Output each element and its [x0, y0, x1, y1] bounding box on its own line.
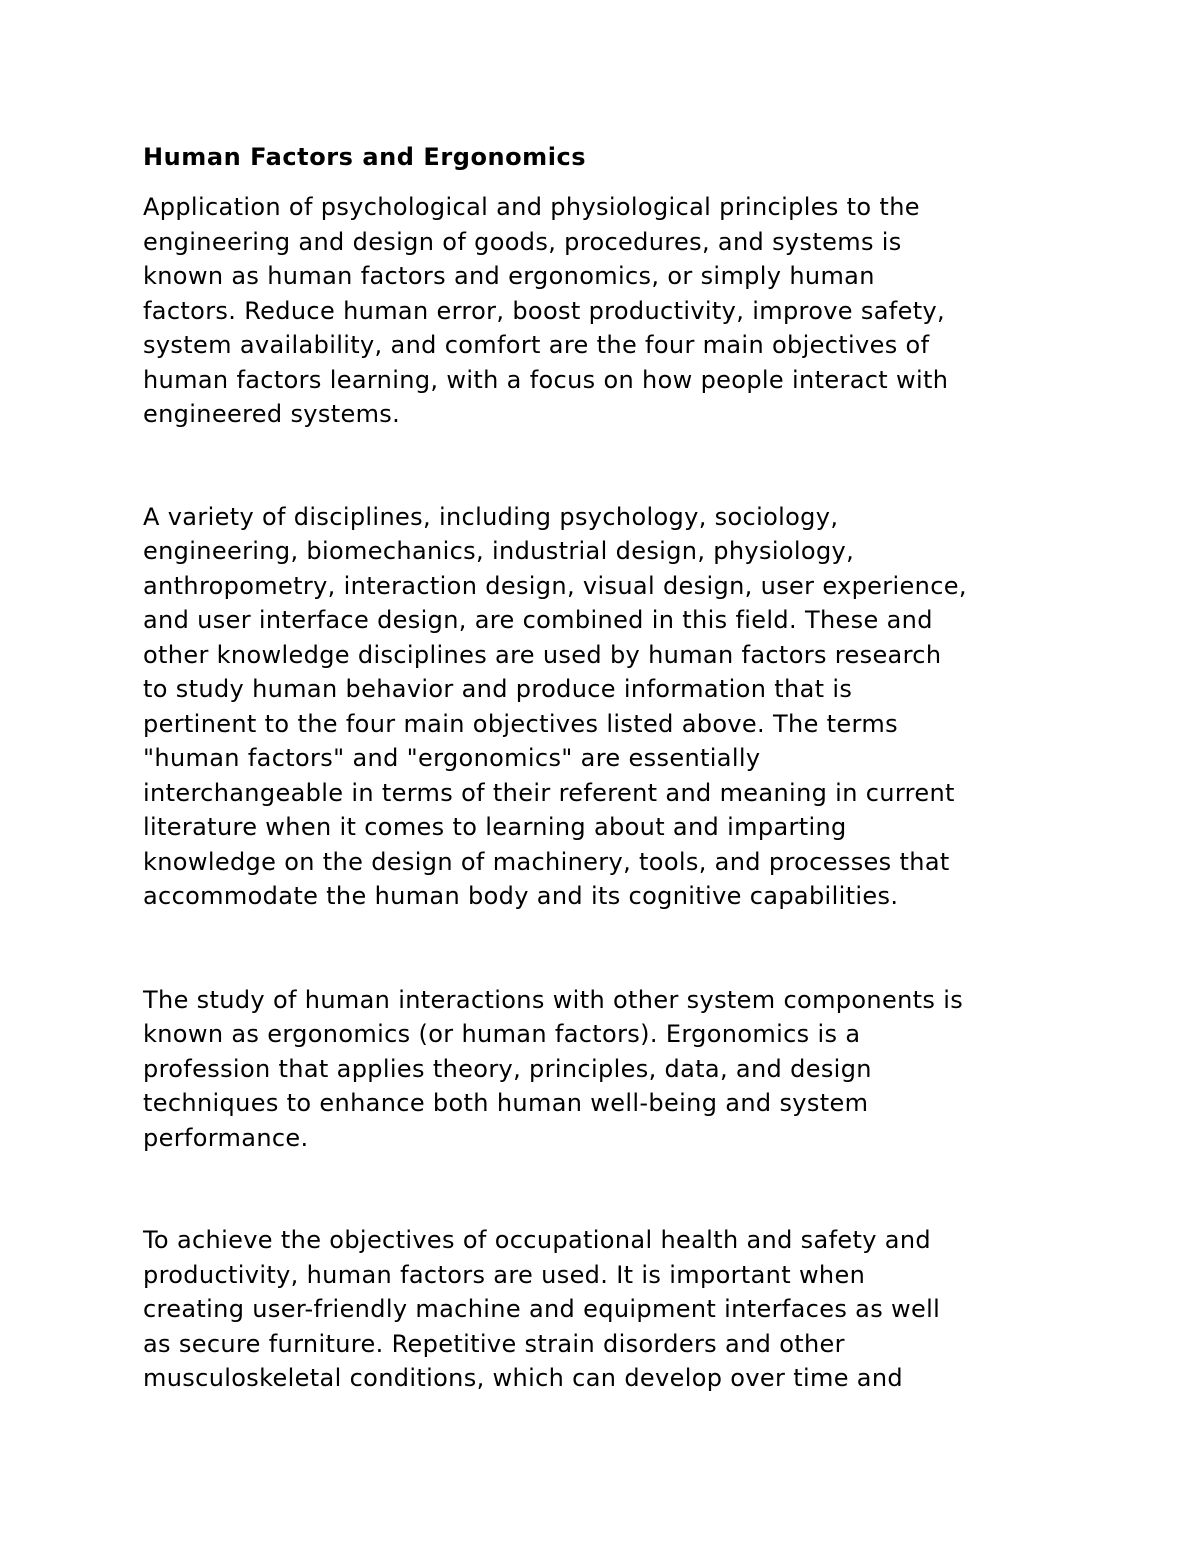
- paragraph-line: creating user-friendly machine and equipment interfaces as well: [143, 1295, 941, 1323]
- paragraph-line: to study human behavior and produce information that is: [143, 675, 853, 703]
- paragraph-line: system availability, and comfort are the four main objectives of: [143, 331, 930, 359]
- paragraph-line: A variety of disciplines, including psychology, sociology,: [143, 502, 839, 531]
- paragraph-line: and user interface design, are combined in this field. These and: [143, 606, 933, 634]
- paragraph-line: pertinent to the four main objectives listed above. The terms: [143, 709, 898, 738]
- paragraph-line: "human factors" and "ergonomics" are essentially: [143, 744, 761, 772]
- paragraph-line: factors. Reduce human error, boost productivity, improve safety,: [143, 296, 946, 325]
- paragraph-line: musculoskeletal conditions, which can develop over time and: [143, 1364, 904, 1392]
- paragraph-3: [143, 983, 1073, 1156]
- document-body: [143, 138, 1073, 1396]
- paragraph-line: known as human factors and ergonomics, or simply human: [143, 262, 875, 290]
- paragraph-line: interchangeable in terms of their referent and meaning in current: [143, 778, 955, 807]
- paragraph-line: Application of psychological and physiological principles to the: [143, 193, 920, 221]
- paragraph-line: other knowledge disciplines are used by human factors research: [143, 640, 942, 669]
- paragraph-line: literature when it comes to learning about and imparting: [143, 813, 847, 841]
- paragraph-line: accommodate the human body and its cognitive capabilities.: [143, 882, 899, 910]
- paragraph-2: [143, 500, 1073, 914]
- paragraph-line: engineering, biomechanics, industrial design, physiology,: [143, 537, 855, 565]
- paragraph-line: engineering and design of goods, procedures, and systems is: [143, 227, 902, 256]
- paragraph-line: as secure furniture. Repetitive strain disorders and other: [143, 1329, 845, 1358]
- paragraph-line: anthropometry, interaction design, visual design, user experience,: [143, 571, 967, 600]
- paragraph-4: [143, 1223, 1073, 1396]
- paragraph-line: To achieve the objectives of occupational health and safety and: [143, 1226, 931, 1254]
- paragraph-line: human factors learning, with a focus on how people interact with: [143, 365, 949, 394]
- paragraph-line: profession that applies theory, principles, data, and design: [143, 1054, 872, 1083]
- paragraph-line: The study of human interactions with other system components is: [143, 985, 964, 1014]
- paragraph-line: engineered systems.: [143, 400, 401, 428]
- paragraph-1: [143, 190, 1073, 432]
- paragraph-line: knowledge on the design of machinery, tools, and processes that: [143, 847, 950, 876]
- paragraph-line: performance.: [143, 1123, 309, 1152]
- paragraph-line: productivity, human factors are used. It is important when: [143, 1260, 866, 1289]
- document-title: Human Factors and Ergonomics: [143, 143, 587, 171]
- paragraph-line: techniques to enhance both human well-being and system: [143, 1089, 869, 1117]
- paragraph-line: known as ergonomics (or human factors). Ergonomics is a: [143, 1020, 861, 1048]
